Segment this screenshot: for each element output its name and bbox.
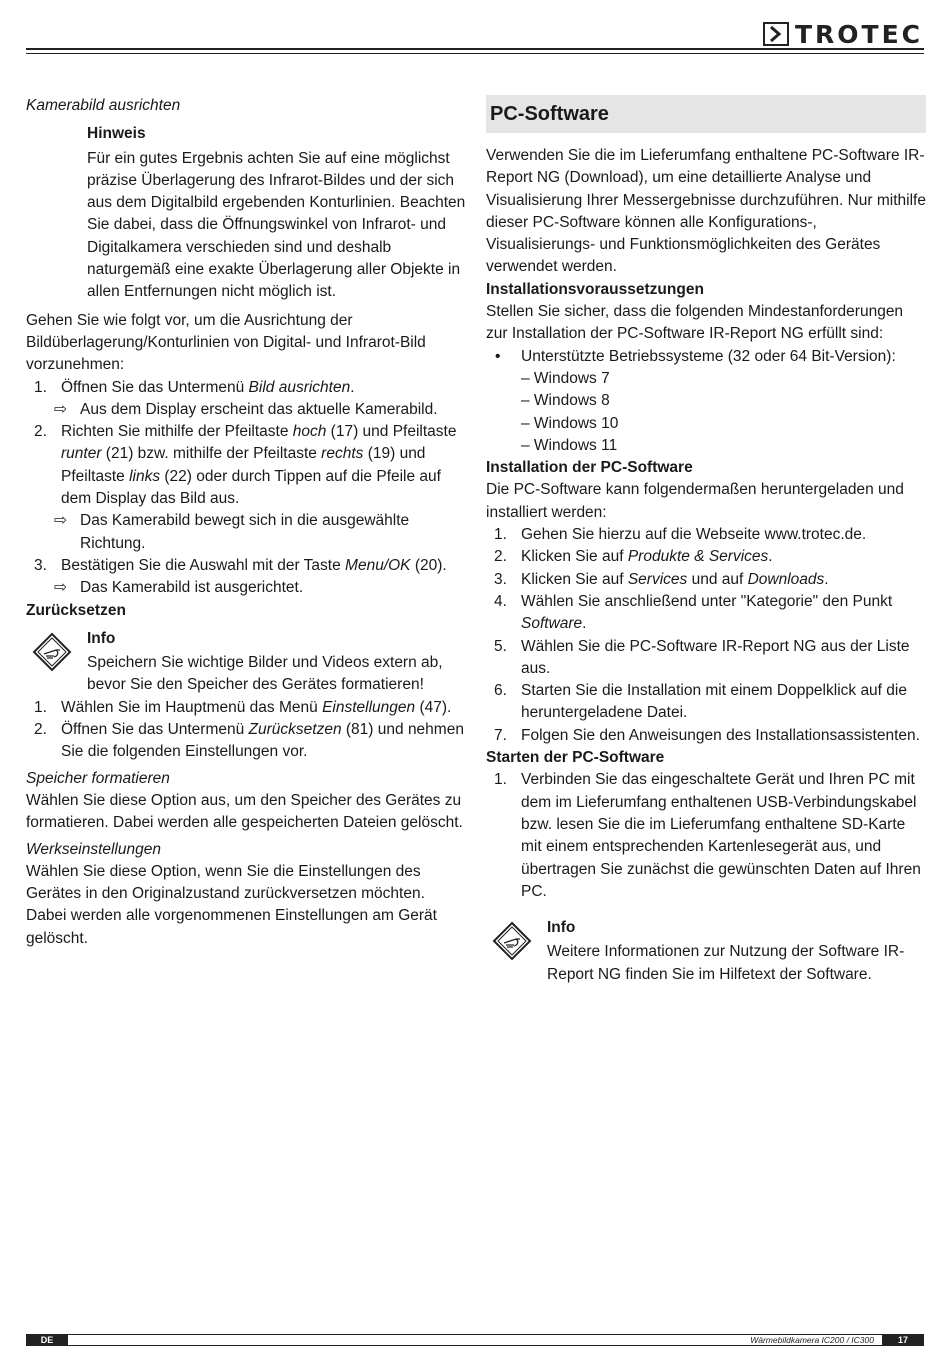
os-item: – Windows 10 xyxy=(521,414,619,432)
heading-factory-settings: Werkseinstellungen xyxy=(26,840,161,858)
footer-page-number: 17 xyxy=(882,1334,924,1346)
footer-document-title: Wärmebildkamera IC200 / IC300 xyxy=(68,1334,882,1346)
heading-format-memory: Speicher formatieren xyxy=(26,769,170,787)
list-item: 3. Bestätigen Sie die Auswahl mit der Taste Menu/OK (20). xyxy=(34,556,447,574)
format-text: Wählen Sie diese Option aus, um den Speicher des Gerätes zu formatieren. Dabei werden alle gespeicherten Dateien gelöscht. xyxy=(26,791,463,832)
heading-installation: Installation der PC-Software xyxy=(486,459,693,477)
list-item: 2. Öffnen Sie das Untermenü Zurücksetzen (81) und nehmen Sie die folgenden Einstellungen vor. xyxy=(34,721,464,761)
hint-box xyxy=(26,123,466,303)
brand-name: TROTEC xyxy=(794,19,923,49)
list-item: 1. Wählen Sie im Hauptmenü das Menü Einstellungen (47). xyxy=(34,698,452,716)
hint-text: Für ein gutes Ergebnis achten Sie auf eine möglichst präzise Überlagerung des Infrarot-Bildes und der sich aus dem Digitalbild ergebenden Konturlinien. Beachten Sie dabei, dass die Öffnungswinkel von Infrarot- und Digitalkamera verschieden sind und deshalb naturgemäß eine exakte Überlagerung aller Objekte in allen Entfernungen nicht möglich ist. xyxy=(87,149,466,301)
list-item: • Unterstützte Betriebssysteme (32 oder 64 Bit-Version): xyxy=(486,346,926,368)
info-text: Speichern Sie wichtige Bilder und Videos extern ab, bevor Sie den Speicher des Gerätes formatieren! xyxy=(87,654,443,694)
list-item: 3. Klicken Sie auf Services und auf Downloads. xyxy=(494,570,829,588)
list-item: 2. Klicken Sie auf Produkte & Services. xyxy=(494,548,773,566)
heading-reset: Zurücksetzen xyxy=(26,601,126,619)
header-rule-thin xyxy=(26,53,924,54)
section-title-pc-software: PC-Software xyxy=(486,95,926,133)
right-column xyxy=(486,95,926,986)
align-steps xyxy=(26,377,466,399)
heading-align-camera: Kamerabild ausrichten xyxy=(26,97,181,114)
header-rule xyxy=(26,48,924,50)
list-item: 1. Gehen Sie hierzu auf die Webseite www.trotec.de. xyxy=(494,526,867,544)
result-arrow-icon: ⇨ xyxy=(54,400,67,418)
info-title: Info xyxy=(547,919,576,937)
list-item: 5. Wählen Sie die PC-Software IR-Report NG aus der Liste aus. xyxy=(494,637,910,677)
result-line: ⇨ Das Kamerabild bewegt sich in die ausgewählte Richtung. xyxy=(54,512,410,552)
footer-bar xyxy=(26,1334,924,1346)
info-box xyxy=(486,917,926,986)
list-item: 2. Richten Sie mithilfe der Pfeiltaste hoch (17) und Pfeiltaste runter (21) bzw. mithilfe der Pfeiltaste rechts (19) und Pfeiltaste links (22) oder durch Tippen auf die Pfeile auf dem Display das Bild aus. xyxy=(34,423,457,508)
os-item: – Windows 7 xyxy=(521,369,610,387)
os-item: – Windows 8 xyxy=(521,392,610,410)
info-title: Info xyxy=(87,629,116,647)
result-line: ⇨ Aus dem Display erscheint das aktuelle Kamerabild. xyxy=(26,399,466,421)
list-item: 1. Verbinden Sie das eingeschaltete Gerät und Ihren PC mit dem im Lieferumfang enthaltenen USB-Verbindungskabel bzw. lesen Sie die im Lieferumfang enthaltene SD-Karte mit einem entsprechenden Kartenlesegerät aus, und übertragen Sie zunächst die gewünschten Daten auf Ihren PC. xyxy=(494,771,921,900)
start-steps xyxy=(486,769,926,903)
list-item: 4. Wählen Sie anschließend unter "Kategorie" den Punkt Software. xyxy=(494,592,893,633)
align-intro: Gehen Sie wie folgt vor, um die Ausrichtung der Bildüberlagerung/Konturlinien von Digital- und Infrarot-Bild vorzunehmen: xyxy=(26,311,426,374)
requirements-list xyxy=(486,346,926,368)
info-box xyxy=(26,628,466,697)
result-arrow-icon: ⇨ xyxy=(54,579,67,597)
pointing-hand-icon xyxy=(492,921,532,961)
list-item: 1. Öffnen Sie das Untermenü Bild ausrichten. xyxy=(34,378,355,396)
footer-language: DE xyxy=(26,1334,68,1346)
result-line: ⇨ Das Kamerabild ist ausgerichtet. xyxy=(26,577,466,599)
logo-chevron-icon xyxy=(763,22,789,46)
result-arrow-icon: ⇨ xyxy=(54,512,67,530)
os-item: – Windows 11 xyxy=(521,436,618,454)
installation-text: Die PC-Software kann folgendermaßen heruntergeladen und installiert werden: xyxy=(486,481,904,521)
requirements-text: Stellen Sie sicher, dass die folgenden Mindestanforderungen zur Installation der PC-Software IR-Report NG erfüllt sind: xyxy=(486,303,904,343)
trotec-logo xyxy=(763,20,923,48)
factory-text: Wählen Sie diese Option, wenn Sie die Einstellungen des Gerätes in den Originalzustand zurückversetzen möchten. Dabei werden alle vorgenommenen Einstellungen am Gerät gelöscht. xyxy=(26,862,437,947)
bullet-icon: • xyxy=(495,347,501,365)
left-column xyxy=(26,95,466,950)
install-steps xyxy=(486,524,926,747)
pc-software-intro: Verwenden Sie die im Lieferumfang enthaltene PC-Software IR-Report NG (Download), um eine detaillierte Analyse und Visualisierung Ihrer Messergebnisse durchzuführen. Nur mithilfe dieser PC-Software können alle Konfigurations-, Visualisierungs- und Funktionsmöglichkeiten des Gerätes verwendet werden. xyxy=(486,147,926,276)
heading-requirements: Installationsvoraussetzungen xyxy=(486,280,704,298)
heading-start: Starten der PC-Software xyxy=(486,749,665,767)
info-text: Weitere Informationen zur Nutzung der Software IR-Report NG finden Sie im Hilfetext der Software. xyxy=(547,943,905,983)
reset-steps xyxy=(26,697,466,764)
list-item: 6. Starten Sie die Installation mit einem Doppelklick auf die heruntergeladene Datei. xyxy=(494,682,907,722)
list-item: 7. Folgen Sie den Anweisungen des Installationsassistenten. xyxy=(494,726,920,744)
hint-title: Hinweis xyxy=(87,125,146,143)
pointing-hand-icon xyxy=(32,632,72,672)
